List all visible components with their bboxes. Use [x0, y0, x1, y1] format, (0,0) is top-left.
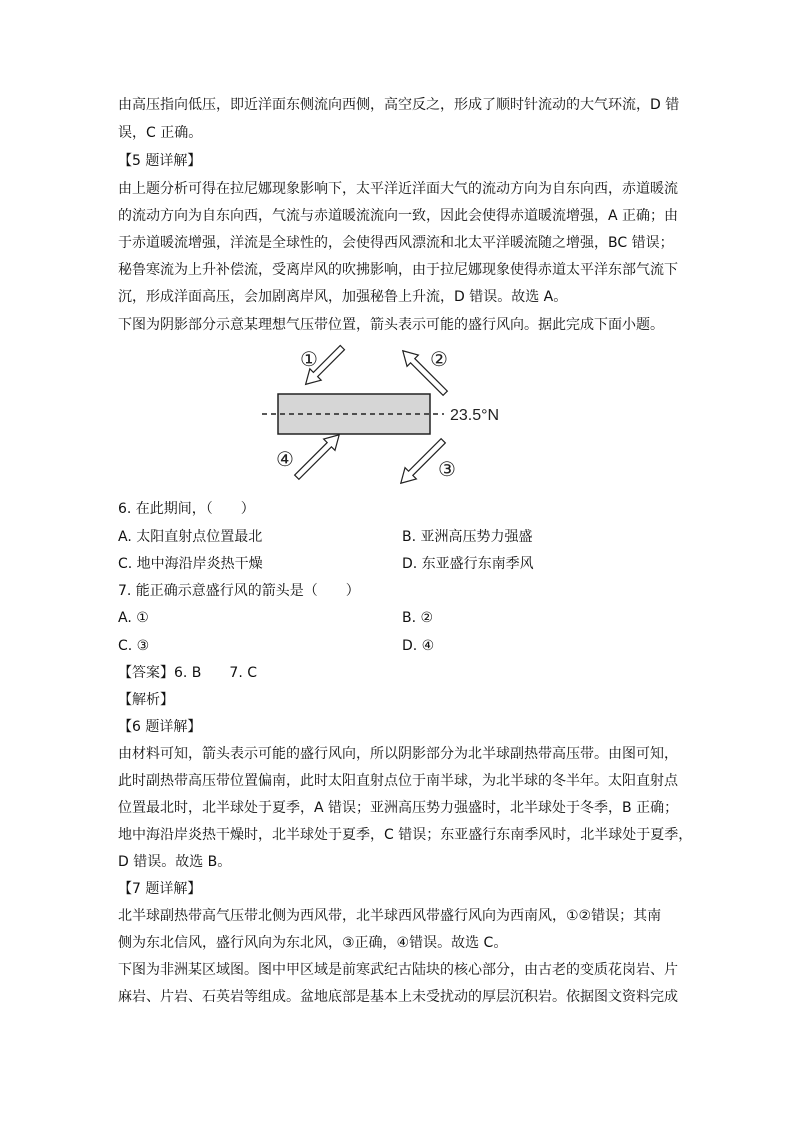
- text-line: 麻岩、片岩、石英岩等组成。盆地底部是基本上未受扰动的厚层沉积岩。依据图文资料完成: [118, 989, 678, 1005]
- question-7-stem: 7. 能正确示意盛行风的箭头是（ ）: [118, 583, 360, 599]
- detail-6-header: 【6 题详解】: [118, 719, 202, 735]
- q6-option-a[interactable]: A. 太阳直射点位置最北: [118, 529, 263, 545]
- text-line: 由上题分析可得在拉尼娜现象影响下，太平洋近洋面大气的流动方向为自东向西，赤道暖流: [118, 181, 678, 197]
- arrow-label-2: ②: [430, 347, 448, 371]
- question-6-stem: 6. 在此期间，（ ）: [118, 501, 255, 517]
- answer-line: 【答案】6. B 7. C: [118, 665, 257, 681]
- section-header-5: 【5 题详解】: [118, 153, 202, 169]
- detail-7-line: 北半球副热带高气压带北侧为西风带，北半球西风带盛行风向为西南风，①②错误；其南: [118, 908, 662, 924]
- q6-option-c[interactable]: C. 地中海沿岸炎热干燥: [118, 556, 263, 572]
- text-line: 秘鲁寒流为上升补偿流，受离岸风的吹拂影响，由于拉尼娜现象使得赤道太平洋东部气流下: [118, 262, 678, 278]
- q6-option-d[interactable]: D. 东亚盛行东南季风: [402, 556, 534, 572]
- arrow-label-3: ③: [438, 457, 456, 481]
- arrow-label-4: ④: [276, 447, 294, 471]
- q6-option-b[interactable]: B. 亚洲高压势力强盛: [402, 529, 533, 545]
- latitude-label: 23.5°N: [450, 407, 500, 424]
- arrow-label-1: ①: [300, 347, 318, 371]
- detail-6-line: D 错误。故选 B。: [118, 854, 232, 870]
- text-line: 沉，形成洋面高压，会加剧离岸风，加强秘鲁上升流，D 错误。故选 A。: [118, 289, 568, 305]
- q7-option-d[interactable]: D. ④: [402, 638, 435, 654]
- text-line: 误，C 正确。: [118, 125, 203, 141]
- figure-intro: 下图为阴影部分示意某理想气压带位置，箭头表示可能的盛行风向。据此完成下面小题。: [118, 317, 664, 333]
- detail-7-header: 【7 题详解】: [118, 881, 202, 897]
- text-line: 的流动方向为自东向西，气流与赤道暖流流向一致，因此会使得赤道暖流增强，A 正确；由: [118, 208, 679, 224]
- detail-6-line: 此时副热带高压带位置偏南，此时太阳直射点位于南半球，为北半球的冬半年。太阳直射点: [118, 773, 678, 789]
- pressure-belt-figure: [262, 344, 562, 489]
- detail-6-line: 位置最北时，北半球处于夏季，A 错误；亚洲高压势力强盛时，北半球处于冬季，B 正确；: [118, 800, 679, 816]
- q7-option-c[interactable]: C. ③: [118, 638, 150, 654]
- detail-7-line: 侧为东北信风，盛行风向为东北风，③正确，④错误。故选 C。: [118, 935, 508, 951]
- q7-option-a[interactable]: A. ①: [118, 610, 149, 626]
- text-line: 下图为非洲某区域图。图中甲区域是前寒武纪古陆块的核心部分，由古老的变质花岗岩、片: [118, 962, 678, 978]
- q7-option-b[interactable]: B. ②: [402, 610, 434, 626]
- text-line: 由高压指向低压，即近洋面东侧流向西侧，高空反之，形成了顺时针流动的大气环流，D 错: [118, 97, 680, 113]
- detail-6-line: 地中海沿岸炎热干燥时，北半球处于夏季，C 错误；东亚盛行东南季风时，北半球处于夏季，: [118, 827, 693, 843]
- text-line: 于赤道暖流增强，洋流是全球性的，会使得西风漂流和北太平洋暖流随之增强，BC 错误；: [118, 235, 674, 251]
- detail-6-line: 由材料可知，箭头表示可能的盛行风向，所以阴影部分为北半球副热带高压带。由图可知，: [118, 746, 678, 762]
- analysis-header: 【解析】: [118, 692, 174, 708]
- arrow-4: [291, 429, 345, 483]
